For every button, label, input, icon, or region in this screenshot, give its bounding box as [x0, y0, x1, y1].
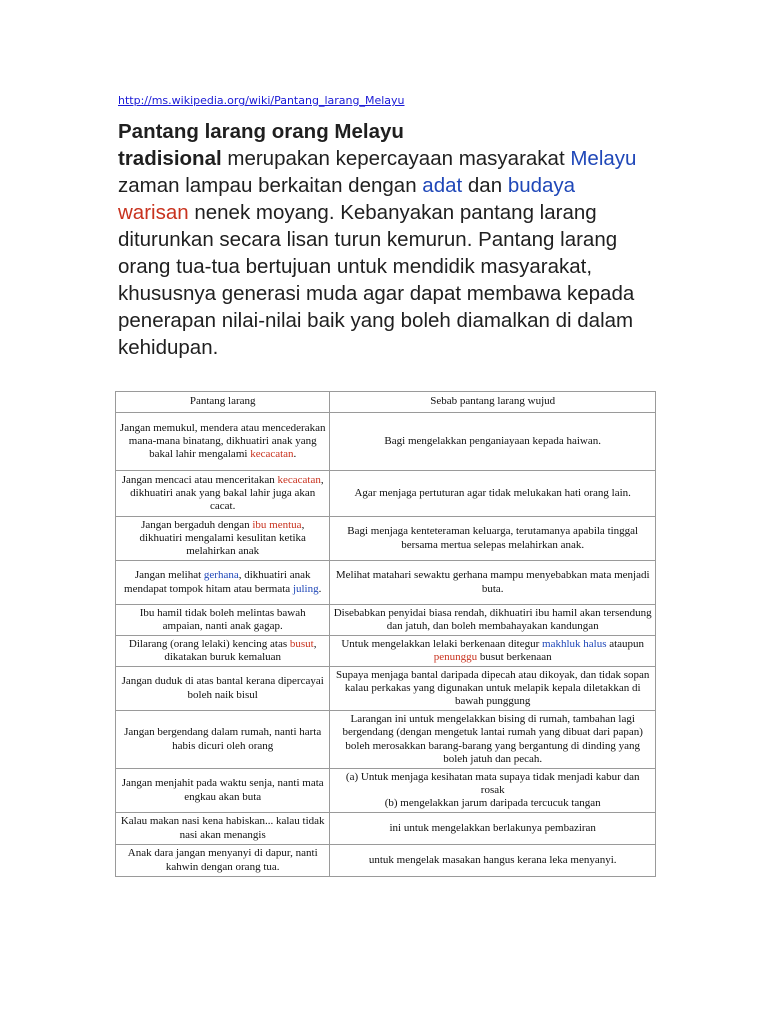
table-row — [116, 845, 656, 877]
cell-pantang: Jangan bergendang dalam rumah, nanti harta habis dicuri oleh orang — [116, 711, 330, 769]
cell-pantang: Dilarang (orang lelaki) kencing atas busut, dikatakan buruk kemaluan — [116, 636, 330, 667]
table-row — [116, 667, 656, 711]
link-melayu[interactable]: Melayu — [570, 147, 637, 170]
cell-sebab: Untuk mengelakkan lelaki berkenaan ditegur makhluk halus ataupun penunggu busut berkenaan — [330, 636, 656, 667]
link-kecacatan[interactable]: kecacatan — [250, 448, 294, 461]
link-gerhana[interactable]: gerhana — [203, 569, 239, 582]
cell-sebab: Disebabkan penyidai biasa rendah, dikhuatiri ibu hamil akan tersendung dan jatuh, dan boleh membahayakan kandungan — [330, 605, 656, 636]
link-ibu-mentua[interactable]: ibu mentua — [252, 518, 302, 531]
link-kecacatan[interactable]: kecacatan — [277, 473, 321, 486]
link-juling[interactable]: juling — [292, 582, 319, 595]
intro-paragraph — [118, 118, 638, 361]
cell-pantang: Kalau makan nasi kena habiskan... kalau tidak nasi akan menangis — [116, 813, 330, 845]
cell-pantang: Jangan melihat gerhana, dikhuatiri anak mendapat tompok hitam atau bermata juling. — [116, 561, 330, 605]
table-row — [116, 471, 656, 517]
cell-pantang: Jangan menjahit pada waktu senja, nanti mata engkau akan buta — [116, 769, 330, 813]
cell-sebab: Bagi menjaga kenteteraman keluarga, terutamanya apabila tinggal bersama mertua selepas melahirkan anak. — [330, 517, 656, 561]
cell-sebab: Melihat matahari sewaktu gerhana mampu menyebabkan mata menjadi buta. — [330, 561, 656, 605]
reason-b: (b) mengelakkan jarum daripada tercucuk tangan — [384, 797, 601, 810]
intro-text: merupakan kepercayaan masyarakat — [221, 147, 571, 170]
cell-pantang: Ibu hamil tidak boleh melintas bawah ampaian, nanti anak gagap. — [116, 605, 330, 636]
reason-a: (a) Untuk menjaga kesihatan mata supaya tidak menjadi kabur dan rosak — [345, 770, 640, 796]
intro-text: zaman lampau berkaitan dengan — [118, 174, 423, 197]
source-url-link[interactable]: http://ms.wikipedia.org/wiki/Pantang_larang_Melayu — [118, 94, 405, 107]
intro-text: dan — [462, 174, 508, 197]
cell-sebab: untuk mengelak masakan hangus kerana leka menyanyi. — [330, 845, 656, 877]
intro-bold-title: Pantang larang orang Melayu — [118, 120, 404, 143]
cell-sebab: Larangan ini untuk mengelakkan bising di rumah, tambahan lagi bergendang (dengan mengetuk lantai rumah yang dibuat dari papan) boleh merosakkan barang-barang yang bergantung di dinding yang boleh jatuh dan pecah. — [330, 711, 656, 769]
table-row — [116, 711, 656, 769]
table-row — [116, 605, 656, 636]
link-warisan[interactable]: warisan — [118, 201, 189, 224]
cell-sebab — [330, 769, 656, 813]
cell-pantang: Jangan duduk di atas bantal kerana dipercayai boleh naik bisul — [116, 667, 330, 711]
header-pantang-larang: Pantang larang — [116, 392, 330, 413]
table-row — [116, 813, 656, 845]
table-row — [116, 636, 656, 667]
table-row — [116, 561, 656, 605]
table-row — [116, 769, 656, 813]
intro-bold-title-2: tradisional — [118, 147, 222, 170]
link-budaya[interactable]: budaya — [507, 174, 576, 197]
link-busut[interactable]: busut — [289, 637, 314, 650]
cell-pantang: Jangan bergaduh dengan ibu mentua, dikhuatiri mengalami kesulitan ketika melahirkan anak — [116, 517, 330, 561]
table-row — [116, 413, 656, 471]
link-adat[interactable]: adat — [422, 174, 463, 197]
cell-pantang: Anak dara jangan menyanyi di dapur, nanti kahwin dengan orang tua. — [116, 845, 330, 877]
cell-pantang: Jangan mencaci atau menceritakan kecacatan, dikhuatiri anak yang bakal lahir juga akan cacat. — [116, 471, 330, 517]
cell-sebab: ini untuk mengelakkan berlakunya pembaziran — [330, 813, 656, 845]
table-row — [116, 517, 656, 561]
cell-pantang: Jangan memukul, mendera atau mencederakan mana-mana binatang, dikhuatiri anak yang bakal lahir mengalami kecacatan. — [116, 413, 330, 471]
table-header-row — [116, 392, 656, 413]
pantang-larang-table — [115, 391, 656, 877]
link-makhluk-halus[interactable]: makhluk halus — [542, 637, 607, 650]
intro-text: nenek moyang. Kebanyakan pantang larang diturunkan secara lisan turun kemurun. Pantang larang orang tua-tua bertujuan untuk mendidik masyarakat, khususnya generasi muda agar dapat membawa kepada penerapan nilai-nilai baik yang boleh diamalkan di dalam kehidupan. — [118, 201, 635, 359]
cell-sebab: Agar menjaga pertuturan agar tidak melukakan hati orang lain. — [330, 471, 656, 517]
header-sebab: Sebab pantang larang wujud — [330, 392, 656, 413]
cell-sebab: Supaya menjaga bantal daripada dipecah atau dikoyak, dan tidak sopan kalau perkakas yang digunakan untuk melapik kepala diletakkan di bawah punggung — [330, 667, 656, 711]
link-penunggu[interactable]: penunggu — [433, 651, 478, 663]
cell-sebab: Bagi mengelakkan penganiayaan kepada haiwan. — [330, 413, 656, 471]
